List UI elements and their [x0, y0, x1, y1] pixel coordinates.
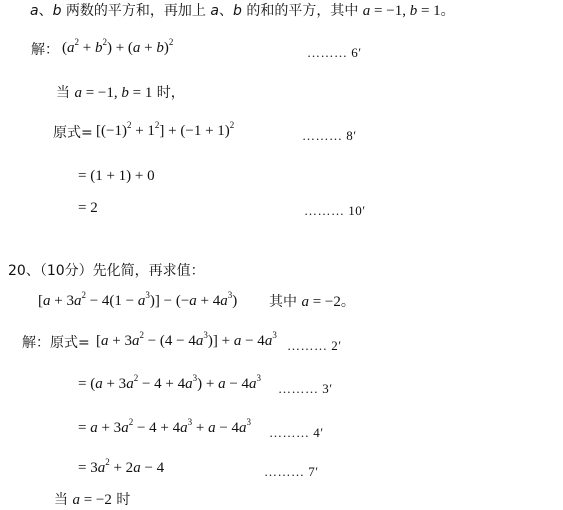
problem20-step-2: = $(a + 3a^2 - 4 + 4a^3) + a - 4a^3$ — [78, 373, 262, 392]
problem19-expression-1: $(a^2 + b^2) + (a + b)^2$ — [62, 37, 174, 56]
problem19-score-10 — [304, 203, 366, 219]
problem20-step-3: = $a + 3a^2 - 4 + 4a^3 + a - 4a^3$ — [78, 417, 252, 436]
problem20-substitute: 当 a = −2 时 — [54, 492, 131, 508]
problem20-score-7 — [264, 464, 319, 480]
problem19-original-label: 原式= — [53, 125, 93, 141]
problem20-given-condition: 其中 a = −2。 — [269, 294, 355, 310]
problem20-score-2 — [287, 338, 342, 354]
problem19-score-8 — [302, 128, 357, 144]
problem20-heading: 20、（10分）先化简，再求值： — [8, 263, 205, 279]
problem19-expression-2: $[(-1)^2 + 1^2] + (-1 + 1)^2$ — [96, 120, 235, 139]
score-text: ……… 4′ — [269, 425, 324, 440]
score-text: ……… 3′ — [278, 381, 333, 396]
problem19-score-6 — [307, 45, 362, 61]
problem20-score-4 — [269, 425, 324, 441]
problem20-step-4: = $3a^2 + 2a - 4$ — [78, 457, 165, 476]
problem19-substitute: 当 a = −1, b = 1 时， — [56, 85, 185, 101]
problem20-score-3 — [278, 381, 333, 397]
problem19-expression-4: = 2 — [78, 200, 98, 216]
score-text: ……… 10′ — [304, 203, 366, 218]
problem20-solution-label: 解：原式= — [22, 335, 90, 351]
problem19-statement: a、b 两数的平方和，再加上 a、b 的和的平方，其中 a = −1, b = 1。 — [30, 3, 455, 19]
score-text: ……… 7′ — [264, 464, 319, 479]
score-text: ……… 8′ — [302, 128, 357, 143]
problem19-solution-label: 解： — [31, 42, 59, 58]
problem20-step-1: $[a + 3a^2 - (4 - 4a^3)] + a - 4a^3$ — [96, 330, 277, 349]
score-text: ……… 6′ — [307, 45, 362, 60]
score-text: ……… 2′ — [287, 338, 342, 353]
problem20-given-expression: $[a + 3a^2 - 4(1 - a^3)] - (-a + 4a^3)$ — [38, 290, 238, 309]
problem19-expression-3: = (1 + 1) + 0 — [78, 168, 155, 184]
